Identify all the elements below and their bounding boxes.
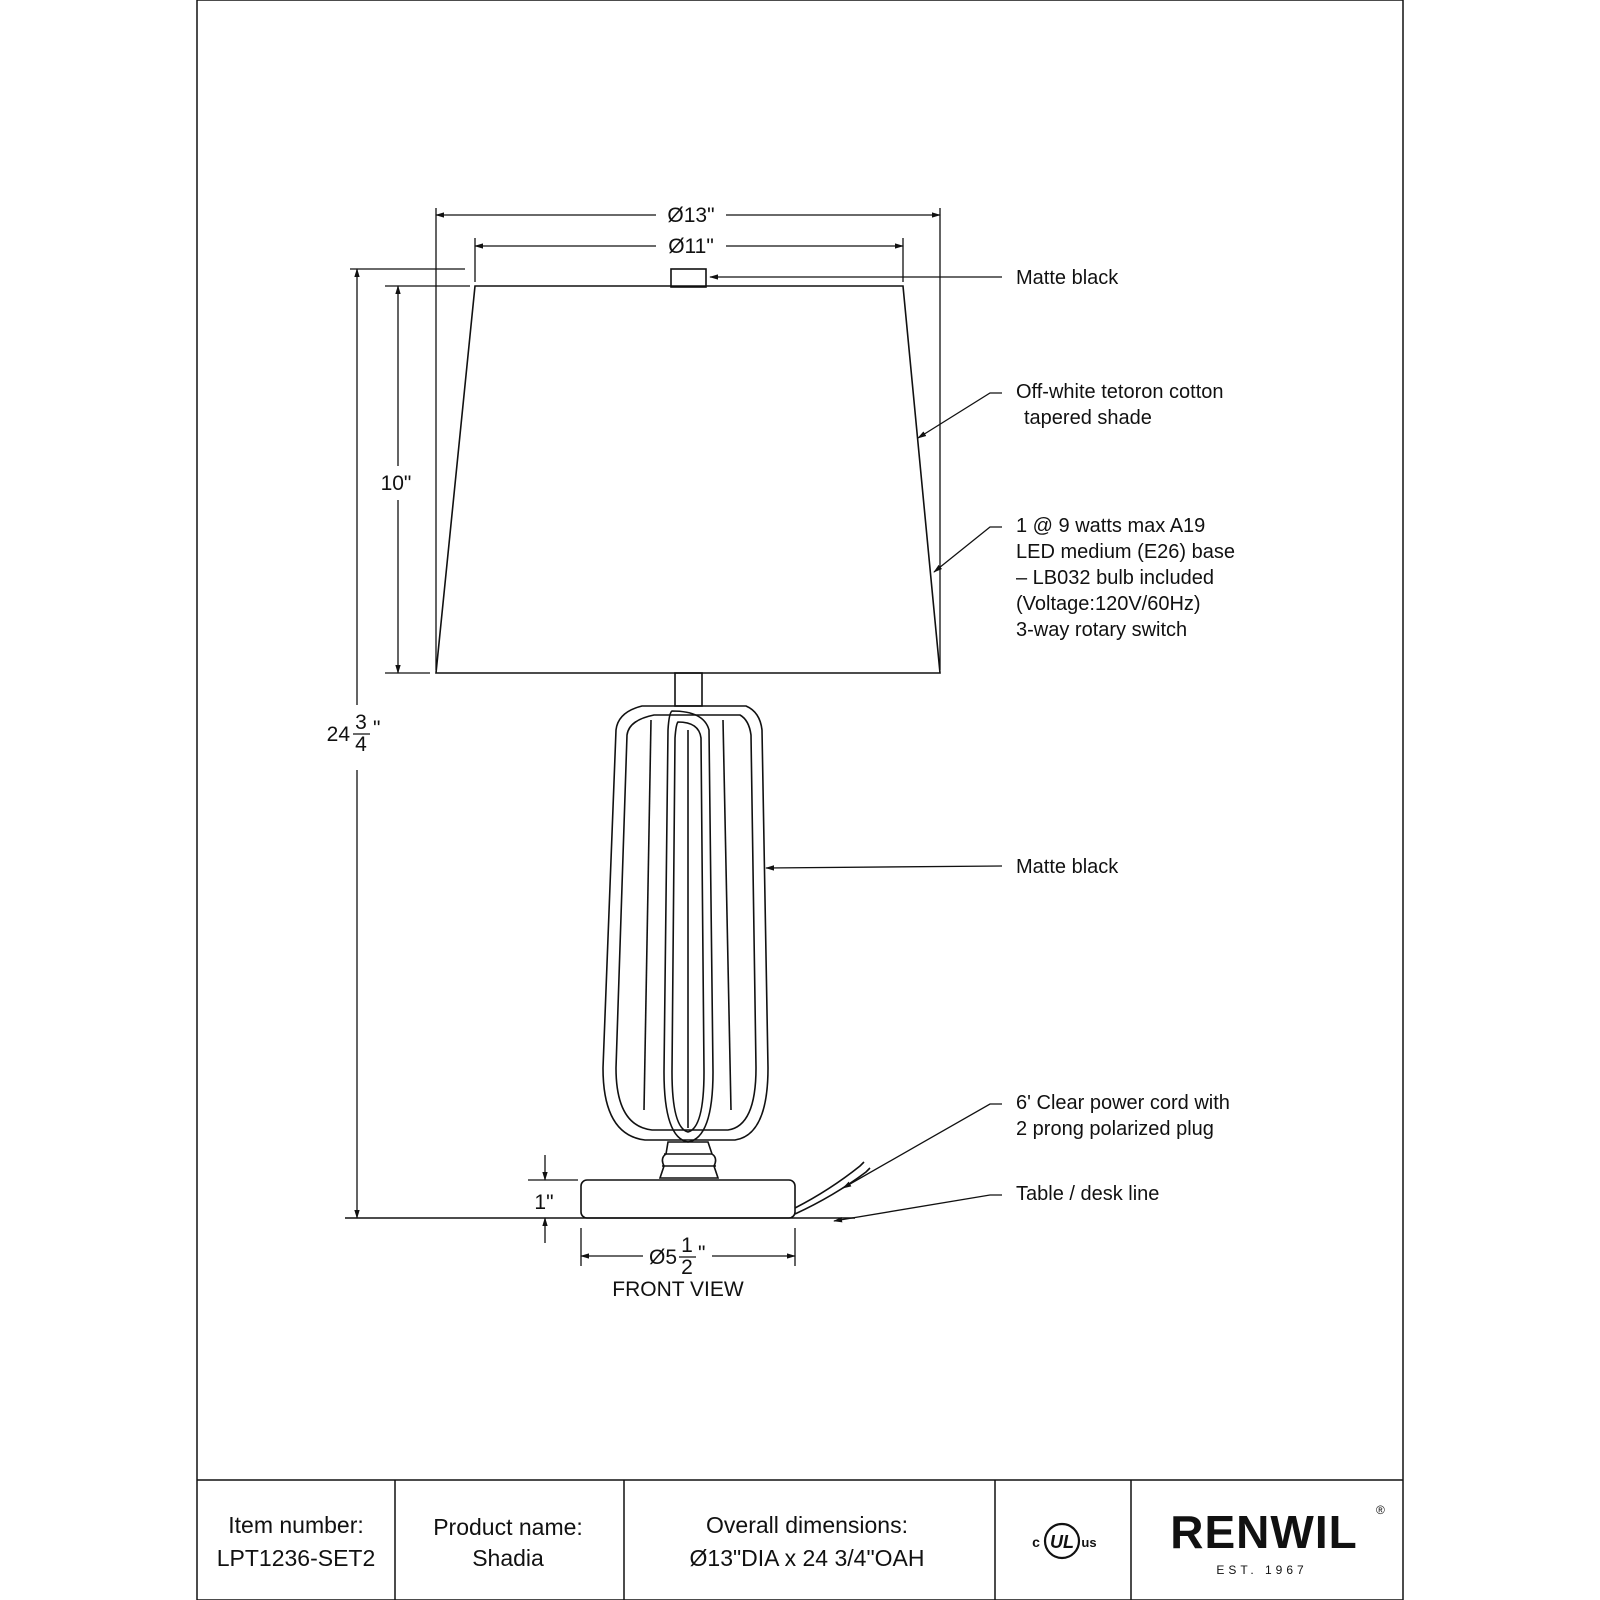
- item-number-cell: [217, 1512, 376, 1571]
- dim-shade-bottom-diameter: Ø13": [667, 204, 715, 227]
- svg-text:us: us: [1081, 1535, 1097, 1550]
- lamp-pedestal: [660, 1142, 718, 1178]
- svg-text:UL: UL: [1050, 1532, 1074, 1552]
- callout-body: Matte black: [1016, 856, 1119, 878]
- svg-text:Product name:: Product name:: [433, 1514, 583, 1540]
- svg-text:1 @ 9 watts max A19: 1 @ 9 watts max A19: [1016, 515, 1206, 537]
- lamp-body-inner: [616, 715, 756, 1130]
- svg-text:c: c: [1032, 1534, 1040, 1550]
- lamp-column-seam: [644, 720, 651, 1110]
- lamp-body-outer: [603, 706, 768, 1140]
- power-cord: [795, 1162, 864, 1208]
- ul-certification-icon: [1032, 1524, 1096, 1558]
- dim-overall-height: [327, 711, 381, 756]
- svg-text:24: 24: [326, 723, 350, 746]
- lamp-base: [581, 1180, 795, 1218]
- svg-text:®: ®: [1376, 1503, 1385, 1517]
- svg-text:Off-white tetoron cotton: Off-white tetoron cotton: [1016, 381, 1224, 403]
- svg-text:(Voltage:120V/60Hz): (Voltage:120V/60Hz): [1016, 593, 1201, 615]
- view-label: FRONT VIEW: [612, 1278, 744, 1301]
- svg-text:1: 1: [681, 1234, 693, 1257]
- callout-cord: [1016, 1092, 1230, 1140]
- svg-text:LPT1236-SET2: LPT1236-SET2: [216, 1545, 376, 1571]
- lamp-column-seam: [723, 720, 731, 1110]
- svg-text:3: 3: [355, 711, 367, 734]
- callout-shade: [1016, 381, 1224, 429]
- callout-table: Table / desk line: [1016, 1183, 1160, 1205]
- dim-shade-top-diameter: Ø11": [668, 235, 714, 258]
- dimension-lines: [350, 208, 940, 1266]
- svg-text:3-way rotary switch: 3-way rotary switch: [1016, 619, 1188, 641]
- svg-text:6' Clear power cord with: 6' Clear power cord with: [1016, 1092, 1230, 1114]
- svg-text:LED medium (E26) base: LED medium (E26) base: [1016, 541, 1235, 563]
- dim-shade-height: 10": [380, 472, 412, 495]
- svg-text:RENWIL: RENWIL: [1170, 1506, 1358, 1558]
- svg-text:4: 4: [355, 733, 367, 756]
- svg-text:": ": [698, 1242, 706, 1265]
- svg-text:Overall dimensions:: Overall dimensions:: [706, 1512, 908, 1538]
- callout-finial: Matte black: [1016, 267, 1119, 289]
- callout-leaders: [710, 277, 1002, 1221]
- sheet-border: [197, 0, 1403, 1600]
- overall-dimensions-cell: [690, 1512, 925, 1571]
- renwil-logo: [1170, 1503, 1385, 1577]
- product-name-cell: [433, 1514, 583, 1571]
- svg-text:2: 2: [681, 1256, 693, 1279]
- svg-text:Ø13"DIA x 24 3/4"OAH: Ø13"DIA x 24 3/4"OAH: [689, 1545, 925, 1571]
- svg-text:": ": [373, 717, 381, 740]
- svg-text:Shadia: Shadia: [472, 1545, 544, 1571]
- dim-base-diameter: [649, 1234, 705, 1279]
- svg-text:EST. 1967: EST. 1967: [1216, 1563, 1308, 1577]
- dim-base-height: 1": [534, 1191, 554, 1214]
- svg-text:Ø5: Ø5: [648, 1246, 677, 1269]
- lamp-shade: [436, 286, 940, 673]
- svg-text:Item number:: Item number:: [228, 1512, 364, 1538]
- svg-text:tapered shade: tapered shade: [1024, 407, 1152, 429]
- lamp-drawing: [345, 269, 940, 1218]
- svg-text:2 prong polarized plug: 2 prong polarized plug: [1016, 1118, 1214, 1140]
- svg-text:– LB032 bulb included: – LB032 bulb included: [1016, 567, 1214, 589]
- finial: [671, 269, 706, 287]
- power-cord: [795, 1168, 870, 1214]
- callout-bulb: [1016, 515, 1235, 641]
- lamp-neck: [675, 673, 702, 706]
